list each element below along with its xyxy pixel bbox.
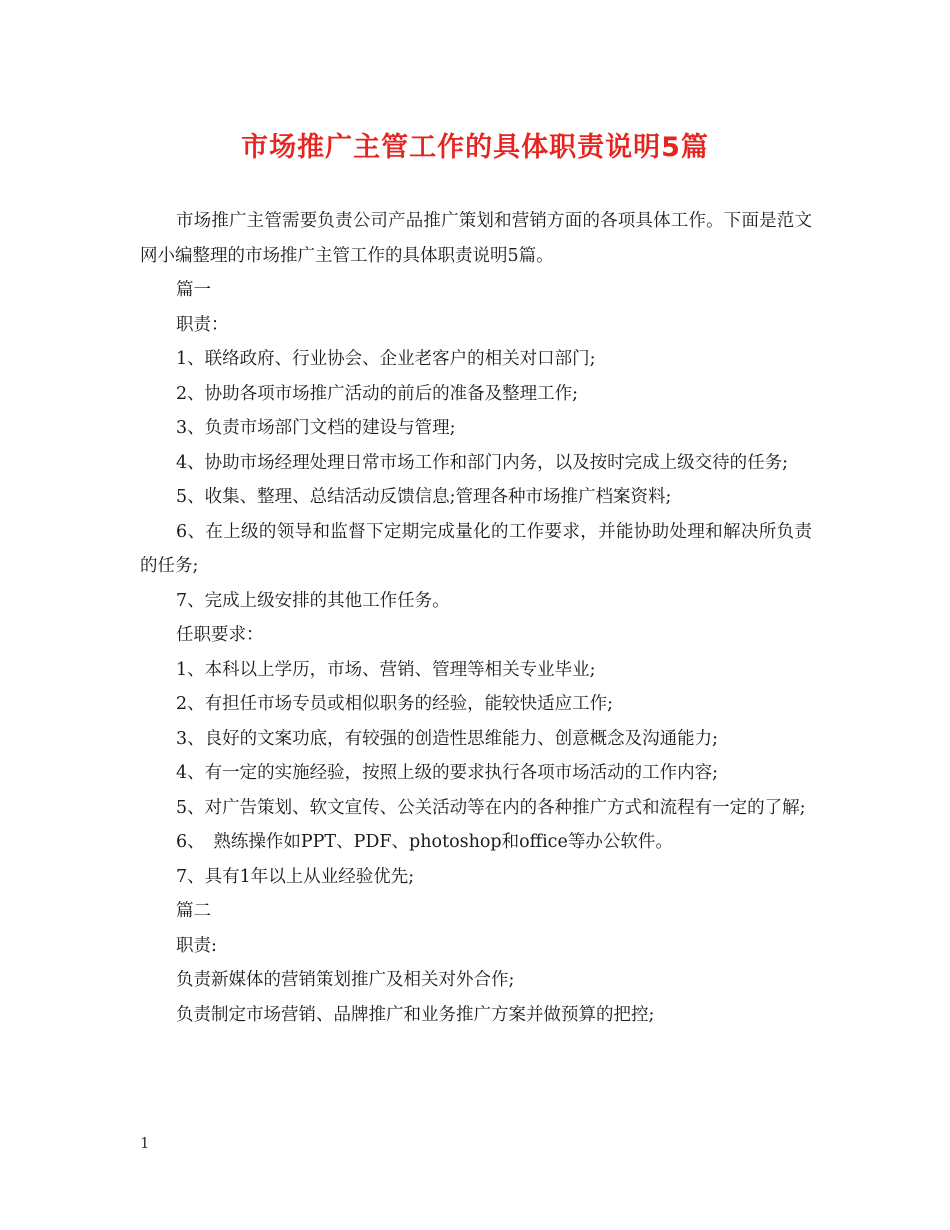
list-item: 1、联络政府、行业协会、企业老客户的相关对口部门; — [176, 349, 596, 369]
list-item: 5、对广告策划、软文宣传、公关活动等在内的各种推广方式和流程有一定的了解; — [176, 797, 806, 818]
list-item: 3、良好的文案功底，有较强的创造性思维能力、创意概念及沟通能力; — [176, 728, 719, 749]
duties-heading: 职责： — [176, 314, 229, 335]
list-item: 2、有担任市场专员或相似职务的经验，能较快适应工作; — [176, 694, 614, 714]
list-item: 5、收集、整理、总结活动反馈信息;管理各种市场推广档案资料; — [176, 487, 672, 507]
list-item: 负责新媒体的营销策划推广及相关对外合作; — [176, 970, 515, 990]
duties-heading: 职责: — [176, 935, 217, 956]
list-item: 3、负责市场部门文档的建设与管理; — [176, 418, 456, 438]
list-item: 4、有一定的实施经验，按照上级的要求执行各项市场活动的工作内容; — [176, 763, 719, 783]
list-item: 6、在上级的领导和监督下定期完成量化的工作要求，并能协助处理和解决所负责的任务; — [140, 521, 812, 576]
document-title: 市场推广主管工作的具体职责说明5篇 — [241, 132, 709, 163]
paragraph-intro: 市场推广主管需要负责公司产品推广策划和营销方面的各项具体工作。下面是范文网小编整理的市场推广主管工作的具体职责说明5篇。 — [140, 211, 812, 266]
list-item: 6、 熟练操作如PPT、PDF、photoshop和office等办公软件。 — [176, 832, 673, 852]
list-item: 4、协助市场经理处理日常市场工作和部门内务，以及按时完成上级交待的任务; — [176, 452, 789, 473]
list-item: 7、具有1年以上从业经验优先; — [176, 866, 415, 887]
section-heading-2: 篇二 — [176, 901, 211, 921]
requirements-heading: 任职要求： — [176, 625, 264, 645]
section-heading-1: 篇一 — [176, 280, 211, 300]
list-item: 7、完成上级安排的其他工作任务。 — [176, 590, 450, 611]
document-body — [140, 204, 812, 1032]
list-item: 负责制定市场营销、品牌推广和业务推广方案并做预算的把控; — [176, 1004, 655, 1025]
page-number: 1 — [140, 1134, 150, 1152]
list-item: 1、本科以上学历，市场、营销、管理等相关专业毕业; — [176, 659, 596, 680]
list-item: 2、协助各项市场推广活动的前后的准备及整理工作; — [176, 383, 579, 404]
